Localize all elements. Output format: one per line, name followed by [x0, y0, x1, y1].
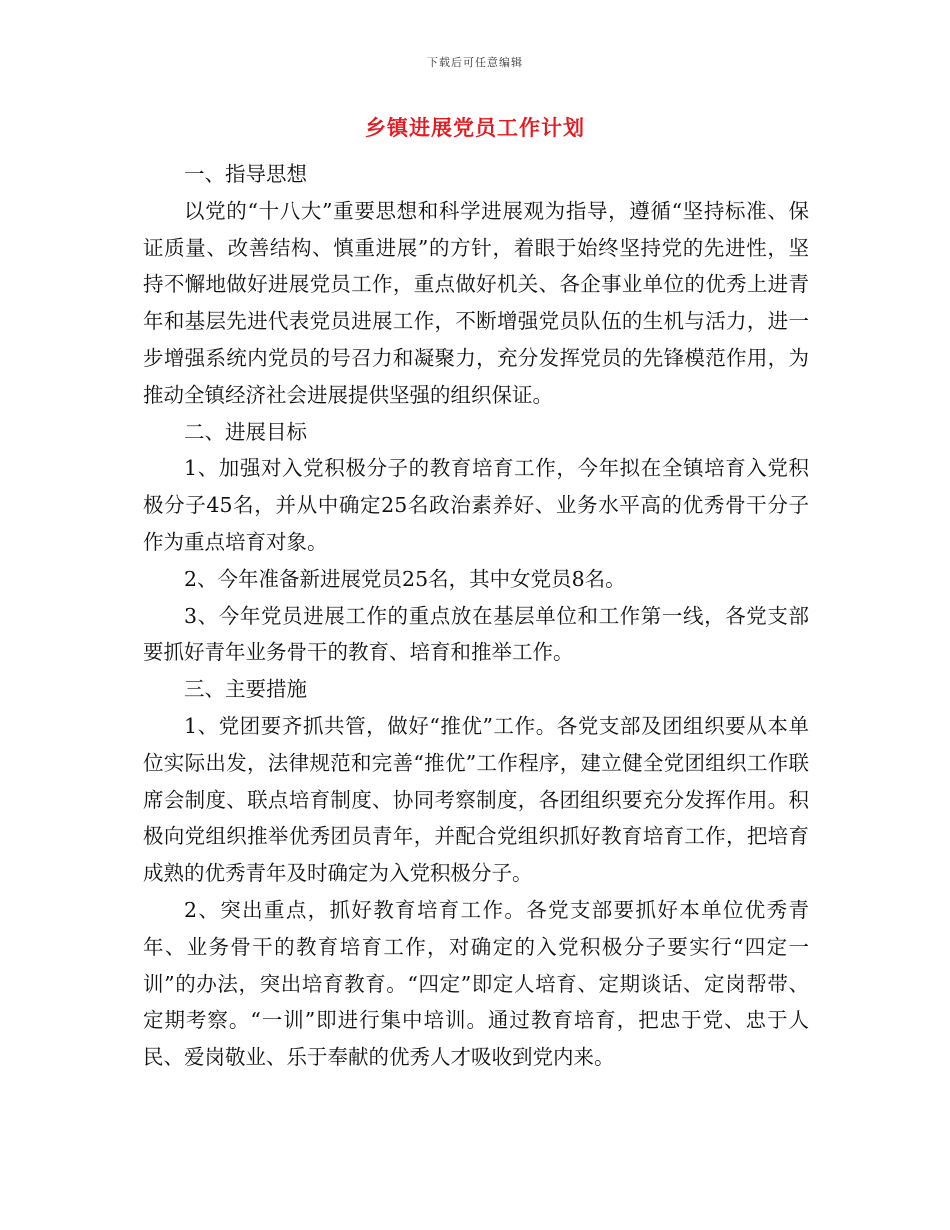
section-heading-guiding-thought: 一、指导思想 — [184, 162, 307, 186]
paragraph-goal-2: 2、今年准备新进展党员25名，其中女党员8名。 — [184, 566, 626, 591]
document-title: 乡镇进展党员工作计划 — [365, 116, 585, 140]
paragraph-goal-3: 3、今年党员进展工作的重点放在基层单位和工作第一线，各党支部要抓好青年业务骨干的教育、培育和推举工作。 — [143, 603, 809, 665]
section-heading-goals: 二、进展目标 — [184, 419, 307, 444]
document-body — [143, 156, 809, 1076]
header-note: 下载后可任意编辑 — [427, 56, 523, 69]
paragraph-guiding-thought: 以党的“十八大”重要思想和科学进展观为指导，遵循“坚持标准、保证质量、改善结构、慎重进展”的方针，着眼于始终坚持党的先进性，坚持不懈地做好进展党员工作，重点做好机关、各企事业单位的优秀上进青年和基层先进代表党员进展工作，不断增强党员队伍的生机与活力，进一步增强系统内党员的号召力和凝聚力，充分发挥党员的先锋模范作用，为推动全镇经济社会进展提供坚强的组织保证。 — [143, 198, 809, 407]
section-heading-measures: 三、主要措施 — [184, 677, 307, 702]
paragraph-measure-2: 2、突出重点，抓好教育培育工作。各党支部要抓好本单位优秀青年、业务骨干的教育培育工作，对确定的入党积极分子要实行“四定一训”的办法，突出培育教育。“四定”即定人培育、定期谈话、定岗帮带、定期考察。“一训”即进行集中培训。通过教育培育，把忠于党、忠于人民、爱岗敬业、乐于奉献的优秀人才吸收到党内来。 — [143, 897, 809, 1070]
paragraph-goal-1: 1、加强对入党积极分子的教育培育工作，今年拟在全镇培育入党积极分子45名，并从中确定25名政治素养好、业务水平高的优秀骨干分子作为重点培育对象。 — [143, 456, 809, 554]
paragraph-measure-1: 1、党团要齐抓共管，做好“推优”工作。各党支部及团组织要从本单位实际出发，法律规范和完善“推优”工作程序，建立健全党团组织工作联席会制度、联点培育制度、协同考察制度，各团组织要充分发挥作用。积极向党组织推举优秀团员青年，并配合党组织抓好教育培育工作，把培育成熟的优秀青年及时确定为入党积极分子。 — [143, 713, 809, 886]
